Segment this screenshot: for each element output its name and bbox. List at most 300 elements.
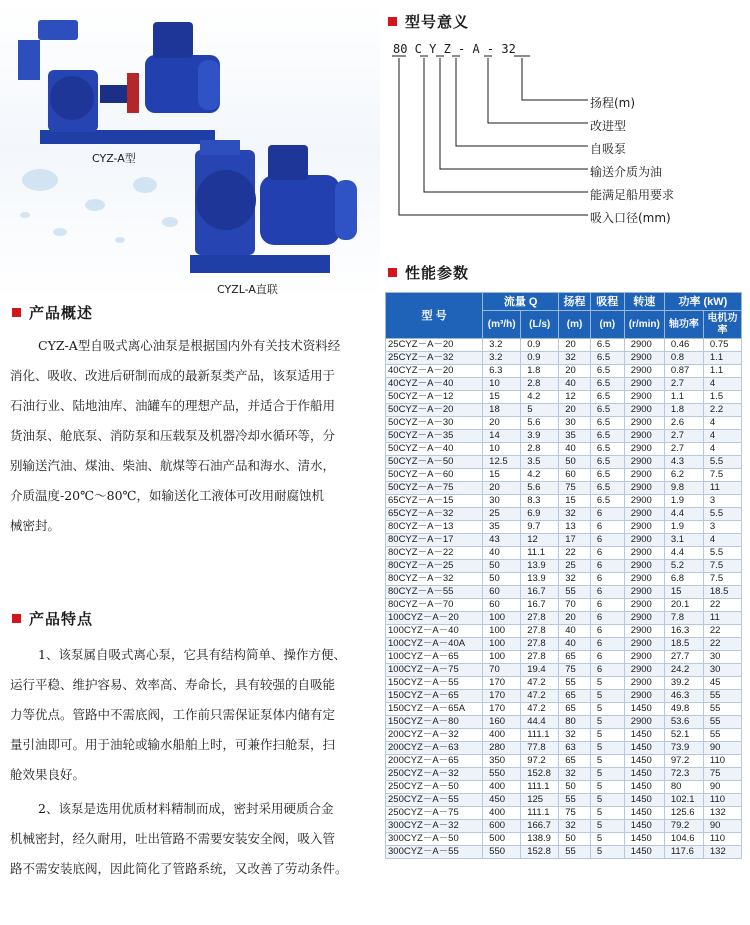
value-cell: 27.8 <box>521 625 559 638</box>
table-row <box>386 768 742 781</box>
table-row <box>386 404 742 417</box>
model-cell: 65CYZ－A－32 <box>386 508 483 521</box>
value-cell: 44.4 <box>521 716 559 729</box>
value-cell: 110 <box>703 833 741 846</box>
value-cell: 2900 <box>624 430 664 443</box>
value-cell: 3.9 <box>521 430 559 443</box>
value-cell: 15 <box>483 469 521 482</box>
col-header-motor-power: 电机功率 <box>703 311 741 339</box>
model-cell: 80CYZ－A－55 <box>386 586 483 599</box>
value-cell: 12 <box>521 534 559 547</box>
overview-line: 石油行业、陆地油库、油罐车的理想产品，并适合于作船用 <box>10 398 336 413</box>
value-cell: 6.5 <box>590 456 624 469</box>
col-header-model: 型 号 <box>386 293 483 339</box>
value-cell: 4 <box>703 378 741 391</box>
value-cell: 3.1 <box>664 534 703 547</box>
value-cell: 400 <box>483 807 521 820</box>
value-cell: 15 <box>483 391 521 404</box>
value-cell: 19.4 <box>521 664 559 677</box>
value-cell: 350 <box>483 755 521 768</box>
value-cell: 2900 <box>624 716 664 729</box>
value-cell: 5 <box>590 677 624 690</box>
table-row <box>386 469 742 482</box>
red-square-icon <box>388 268 397 277</box>
value-cell: 30 <box>703 651 741 664</box>
table-row <box>386 794 742 807</box>
value-cell: 20 <box>559 404 591 417</box>
col-header-head-unit: (m) <box>559 311 591 339</box>
value-cell: 47.2 <box>521 677 559 690</box>
value-cell: 4.4 <box>664 547 703 560</box>
table-row <box>386 339 742 352</box>
value-cell: 32 <box>559 768 591 781</box>
value-cell: 77.8 <box>521 742 559 755</box>
table-row <box>386 560 742 573</box>
model-cell: 80CYZ－A－13 <box>386 521 483 534</box>
value-cell: 13.9 <box>521 573 559 586</box>
value-cell: 6.5 <box>590 469 624 482</box>
value-cell: 2.8 <box>521 443 559 456</box>
col-header-shaft-power: 轴功率 <box>664 311 703 339</box>
value-cell: 40 <box>559 443 591 456</box>
value-cell: 6.5 <box>590 430 624 443</box>
value-cell: 6.5 <box>590 443 624 456</box>
value-cell: 5 <box>590 742 624 755</box>
overview-heading: 产品概述 <box>12 302 93 323</box>
value-cell: 22 <box>703 638 741 651</box>
value-cell: 2.8 <box>521 378 559 391</box>
model-code: 80 C Y Z - A - 32 <box>393 42 516 56</box>
value-cell: 550 <box>483 846 521 859</box>
table-row <box>386 456 742 469</box>
value-cell: 2900 <box>624 664 664 677</box>
table-row <box>386 677 742 690</box>
value-cell: 110 <box>703 794 741 807</box>
value-cell: 125.6 <box>664 807 703 820</box>
value-cell: 2900 <box>624 352 664 365</box>
model-cell: 50CYZ－A－12 <box>386 391 483 404</box>
value-cell: 55 <box>703 690 741 703</box>
value-cell: 75 <box>559 807 591 820</box>
value-cell: 6 <box>590 547 624 560</box>
red-square-icon <box>12 614 21 623</box>
features-line: 2、该泵是选用优质材料精制而成，密封采用硬质合金 <box>38 801 334 816</box>
value-cell: 104.6 <box>664 833 703 846</box>
value-cell: 2900 <box>624 560 664 573</box>
model-label-marine: 能满足船用要求 <box>590 188 675 202</box>
value-cell: 60 <box>559 469 591 482</box>
value-cell: 6.5 <box>590 352 624 365</box>
overview-line: CYZ-A型自吸式离心油泵是根据国内外有关技术资料经 <box>38 338 341 353</box>
value-cell: 32 <box>559 508 591 521</box>
model-label-self-priming: 自吸泵 <box>590 142 627 156</box>
table-row <box>386 430 742 443</box>
value-cell: 2900 <box>624 482 664 495</box>
value-cell: 30 <box>483 495 521 508</box>
model-cell: 100CYZ－A－20 <box>386 612 483 625</box>
value-cell: 6 <box>590 625 624 638</box>
model-cell: 80CYZ－A－25 <box>386 560 483 573</box>
model-cell: 80CYZ－A－32 <box>386 573 483 586</box>
value-cell: 9.7 <box>521 521 559 534</box>
value-cell: 3.2 <box>483 339 521 352</box>
model-cell: 250CYZ－A－75 <box>386 807 483 820</box>
overview-line: 械密封。 <box>10 518 61 533</box>
value-cell: 110 <box>703 755 741 768</box>
value-cell: 20 <box>559 365 591 378</box>
value-cell: 75 <box>703 768 741 781</box>
value-cell: 17 <box>559 534 591 547</box>
table-row <box>386 352 742 365</box>
col-header-suction-unit: (m) <box>590 311 624 339</box>
model-code-leader-lines <box>390 52 590 232</box>
table-row <box>386 495 742 508</box>
value-cell: 2900 <box>624 534 664 547</box>
value-cell: 1.1 <box>664 391 703 404</box>
value-cell: 53.6 <box>664 716 703 729</box>
value-cell: 6.5 <box>590 404 624 417</box>
features-line: 路不需安装底阀，因此简化了管路系统，又改善了劳动条件。 <box>10 861 348 876</box>
value-cell: 5 <box>590 833 624 846</box>
features-line: 力等优点。管路中不需底阀，工作前只需保证泵体内储有定 <box>10 707 336 722</box>
value-cell: 1.1 <box>703 352 741 365</box>
value-cell: 2900 <box>624 547 664 560</box>
value-cell: 30 <box>703 664 741 677</box>
value-cell: 1450 <box>624 846 664 859</box>
value-cell: 132 <box>703 807 741 820</box>
value-cell: 32 <box>559 729 591 742</box>
model-cell: 300CYZ－A－50 <box>386 833 483 846</box>
value-cell: 5 <box>590 846 624 859</box>
value-cell: 6 <box>590 599 624 612</box>
col-header-speed: 转速 <box>624 293 664 311</box>
model-meaning-heading: 型号意义 <box>388 11 469 32</box>
model-cell: 250CYZ－A－50 <box>386 781 483 794</box>
value-cell: 2900 <box>624 365 664 378</box>
value-cell: 24.2 <box>664 664 703 677</box>
model-cell: 100CYZ－A－65 <box>386 651 483 664</box>
value-cell: 111.1 <box>521 807 559 820</box>
value-cell: 550 <box>483 768 521 781</box>
col-header-flow-m3h: (m³/h) <box>483 311 521 339</box>
features-line: 1、该泵属自吸式离心泵，它具有结构简单、操作方便、 <box>38 647 346 662</box>
features-line: 机械密封，经久耐用，吐出管路不需要安装安全阀，吸入管 <box>10 831 336 846</box>
value-cell: 10 <box>483 378 521 391</box>
model-cell: 200CYZ－A－32 <box>386 729 483 742</box>
value-cell: 6.3 <box>483 365 521 378</box>
value-cell: 55 <box>559 846 591 859</box>
table-row <box>386 833 742 846</box>
value-cell: 0.46 <box>664 339 703 352</box>
value-cell: 15 <box>664 586 703 599</box>
value-cell: 7.5 <box>703 469 741 482</box>
value-cell: 20 <box>559 339 591 352</box>
value-cell: 6 <box>590 586 624 599</box>
overview-text <box>10 331 378 541</box>
model-cell: 80CYZ－A－17 <box>386 534 483 547</box>
value-cell: 79.2 <box>664 820 703 833</box>
value-cell: 3.5 <box>521 456 559 469</box>
overview-line: 介质温度-20℃～80℃，如输送化工液体可改用耐腐蚀机 <box>10 488 325 503</box>
value-cell: 2900 <box>624 651 664 664</box>
value-cell: 1450 <box>624 794 664 807</box>
table-row <box>386 742 742 755</box>
table-row <box>386 482 742 495</box>
value-cell: 32 <box>559 820 591 833</box>
value-cell: 60 <box>483 599 521 612</box>
value-cell: 5 <box>590 729 624 742</box>
features-heading: 产品特点 <box>12 608 93 629</box>
model-cell: 300CYZ－A－55 <box>386 846 483 859</box>
value-cell: 70 <box>559 599 591 612</box>
value-cell: 50 <box>483 560 521 573</box>
model-cell: 250CYZ－A－32 <box>386 768 483 781</box>
table-row <box>386 638 742 651</box>
value-cell: 27.8 <box>521 651 559 664</box>
value-cell: 6 <box>590 664 624 677</box>
value-cell: 11 <box>703 482 741 495</box>
value-cell: 4.4 <box>664 508 703 521</box>
value-cell: 2900 <box>624 573 664 586</box>
value-cell: 12.5 <box>483 456 521 469</box>
table-row <box>386 417 742 430</box>
value-cell: 6 <box>590 638 624 651</box>
value-cell: 39.2 <box>664 677 703 690</box>
value-cell: 52.1 <box>664 729 703 742</box>
table-row <box>386 391 742 404</box>
value-cell: 40 <box>483 547 521 560</box>
value-cell: 50 <box>559 833 591 846</box>
value-cell: 3.2 <box>483 352 521 365</box>
value-cell: 55 <box>559 586 591 599</box>
value-cell: 10 <box>483 443 521 456</box>
value-cell: 5 <box>590 755 624 768</box>
value-cell: 3 <box>703 521 741 534</box>
value-cell: 20 <box>483 417 521 430</box>
photo-caption-cyzl-a: CYZL-A直联 <box>217 283 278 296</box>
value-cell: 160 <box>483 716 521 729</box>
value-cell: 5 <box>590 807 624 820</box>
model-cell: 50CYZ－A－40 <box>386 443 483 456</box>
table-row <box>386 534 742 547</box>
value-cell: 7.8 <box>664 612 703 625</box>
value-cell: 16.3 <box>664 625 703 638</box>
value-cell: 2900 <box>624 378 664 391</box>
model-label-oil-medium: 输送介质为油 <box>590 165 663 179</box>
value-cell: 6.5 <box>590 417 624 430</box>
features-text <box>10 640 378 884</box>
value-cell: 125 <box>521 794 559 807</box>
model-cell: 200CYZ－A－65 <box>386 755 483 768</box>
value-cell: 1.1 <box>703 365 741 378</box>
value-cell: 1.8 <box>664 404 703 417</box>
value-cell: 111.1 <box>521 729 559 742</box>
value-cell: 55 <box>559 677 591 690</box>
model-cell: 50CYZ－A－20 <box>386 404 483 417</box>
value-cell: 7.5 <box>703 560 741 573</box>
value-cell: 5.2 <box>664 560 703 573</box>
model-cell: 50CYZ－A－50 <box>386 456 483 469</box>
value-cell: 63 <box>559 742 591 755</box>
product-photos <box>0 0 380 300</box>
value-cell: 1450 <box>624 703 664 716</box>
table-row <box>386 599 742 612</box>
value-cell: 0.9 <box>521 339 559 352</box>
photo-caption-cyz-a: CYZ-A型 <box>92 152 136 165</box>
value-cell: 2.7 <box>664 430 703 443</box>
value-cell: 5 <box>590 768 624 781</box>
col-header-power: 功率 (kW) <box>664 293 741 311</box>
model-cell: 65CYZ－A－15 <box>386 495 483 508</box>
value-cell: 1450 <box>624 820 664 833</box>
value-cell: 55 <box>703 703 741 716</box>
value-cell: 5.5 <box>703 456 741 469</box>
value-cell: 1.9 <box>664 495 703 508</box>
value-cell: 100 <box>483 651 521 664</box>
model-cell: 150CYZ－A－65A <box>386 703 483 716</box>
value-cell: 2900 <box>624 599 664 612</box>
table-row <box>386 703 742 716</box>
model-cell: 100CYZ－A－40A <box>386 638 483 651</box>
model-cell: 150CYZ－A－80 <box>386 716 483 729</box>
model-label-improved: 改进型 <box>590 119 627 133</box>
performance-heading: 性能参数 <box>388 262 469 283</box>
value-cell: 40 <box>559 638 591 651</box>
value-cell: 55 <box>559 794 591 807</box>
value-cell: 400 <box>483 729 521 742</box>
col-header-head: 扬程 <box>559 293 591 311</box>
value-cell: 22 <box>703 625 741 638</box>
value-cell: 6 <box>590 560 624 573</box>
value-cell: 1450 <box>624 755 664 768</box>
value-cell: 7.5 <box>703 573 741 586</box>
value-cell: 2900 <box>624 417 664 430</box>
value-cell: 65 <box>559 703 591 716</box>
value-cell: 0.87 <box>664 365 703 378</box>
value-cell: 20.1 <box>664 599 703 612</box>
table-row <box>386 573 742 586</box>
value-cell: 2900 <box>624 469 664 482</box>
value-cell: 5.5 <box>703 508 741 521</box>
value-cell: 0.8 <box>664 352 703 365</box>
value-cell: 2.7 <box>664 378 703 391</box>
red-square-icon <box>388 17 397 26</box>
value-cell: 65 <box>559 690 591 703</box>
value-cell: 65 <box>559 755 591 768</box>
value-cell: 6 <box>590 651 624 664</box>
model-cell: 50CYZ－A－30 <box>386 417 483 430</box>
value-cell: 3 <box>703 495 741 508</box>
value-cell: 400 <box>483 781 521 794</box>
value-cell: 47.2 <box>521 703 559 716</box>
value-cell: 5.6 <box>521 482 559 495</box>
value-cell: 1450 <box>624 807 664 820</box>
value-cell: 6 <box>590 508 624 521</box>
value-cell: 16.7 <box>521 599 559 612</box>
overview-line: 别输送汽油、煤油、柴油、航煤等石油产品和海水、清水， <box>10 458 336 473</box>
table-row <box>386 378 742 391</box>
value-cell: 0.9 <box>521 352 559 365</box>
value-cell: 6.5 <box>590 482 624 495</box>
table-row <box>386 443 742 456</box>
table-row <box>386 508 742 521</box>
features-line: 运行平稳、维护容易、效率高、寿命长，具有较强的自吸能 <box>10 677 336 692</box>
table-row <box>386 625 742 638</box>
value-cell: 100 <box>483 625 521 638</box>
value-cell: 90 <box>703 742 741 755</box>
value-cell: 5 <box>590 690 624 703</box>
value-cell: 49.8 <box>664 703 703 716</box>
performance-table-wrap <box>385 292 742 859</box>
value-cell: 22 <box>559 547 591 560</box>
value-cell: 2900 <box>624 690 664 703</box>
value-cell: 35 <box>483 521 521 534</box>
value-cell: 75 <box>559 664 591 677</box>
model-cell: 50CYZ－A－75 <box>386 482 483 495</box>
table-row <box>386 365 742 378</box>
table-row <box>386 664 742 677</box>
value-cell: 70 <box>483 664 521 677</box>
value-cell: 600 <box>483 820 521 833</box>
value-cell: 9.8 <box>664 482 703 495</box>
value-cell: 111.1 <box>521 781 559 794</box>
value-cell: 6.2 <box>664 469 703 482</box>
model-cell: 40CYZ－A－20 <box>386 365 483 378</box>
model-cell: 100CYZ－A－75 <box>386 664 483 677</box>
value-cell: 80 <box>559 716 591 729</box>
value-cell: 6.5 <box>590 365 624 378</box>
value-cell: 6.5 <box>590 495 624 508</box>
value-cell: 75 <box>559 482 591 495</box>
model-cell: 250CYZ－A－55 <box>386 794 483 807</box>
model-cell: 300CYZ－A－32 <box>386 820 483 833</box>
model-cell: 150CYZ－A－55 <box>386 677 483 690</box>
value-cell: 20 <box>483 482 521 495</box>
value-cell: 2900 <box>624 521 664 534</box>
value-cell: 2.6 <box>664 417 703 430</box>
col-header-speed-unit: (r/min) <box>624 311 664 339</box>
value-cell: 5.6 <box>521 417 559 430</box>
value-cell: 6 <box>590 573 624 586</box>
value-cell: 152.8 <box>521 846 559 859</box>
value-cell: 2900 <box>624 404 664 417</box>
value-cell: 27.7 <box>664 651 703 664</box>
value-cell: 6 <box>590 612 624 625</box>
value-cell: 45 <box>703 677 741 690</box>
value-cell: 5 <box>590 820 624 833</box>
value-cell: 138.9 <box>521 833 559 846</box>
table-row <box>386 807 742 820</box>
value-cell: 2900 <box>624 495 664 508</box>
table-row <box>386 781 742 794</box>
overview-line: 货油泵、舱底泵、消防泵和压载泵及机器冷却水循环等，分 <box>10 428 336 443</box>
value-cell: 55 <box>703 729 741 742</box>
value-cell: 450 <box>483 794 521 807</box>
value-cell: 280 <box>483 742 521 755</box>
value-cell: 2900 <box>624 638 664 651</box>
value-cell: 15 <box>559 495 591 508</box>
value-cell: 5 <box>590 794 624 807</box>
value-cell: 27.8 <box>521 638 559 651</box>
value-cell: 5.5 <box>703 547 741 560</box>
value-cell: 170 <box>483 703 521 716</box>
value-cell: 5 <box>590 703 624 716</box>
value-cell: 2900 <box>624 586 664 599</box>
value-cell: 13.9 <box>521 560 559 573</box>
value-cell: 6.8 <box>664 573 703 586</box>
value-cell: 46.3 <box>664 690 703 703</box>
value-cell: 6 <box>590 521 624 534</box>
